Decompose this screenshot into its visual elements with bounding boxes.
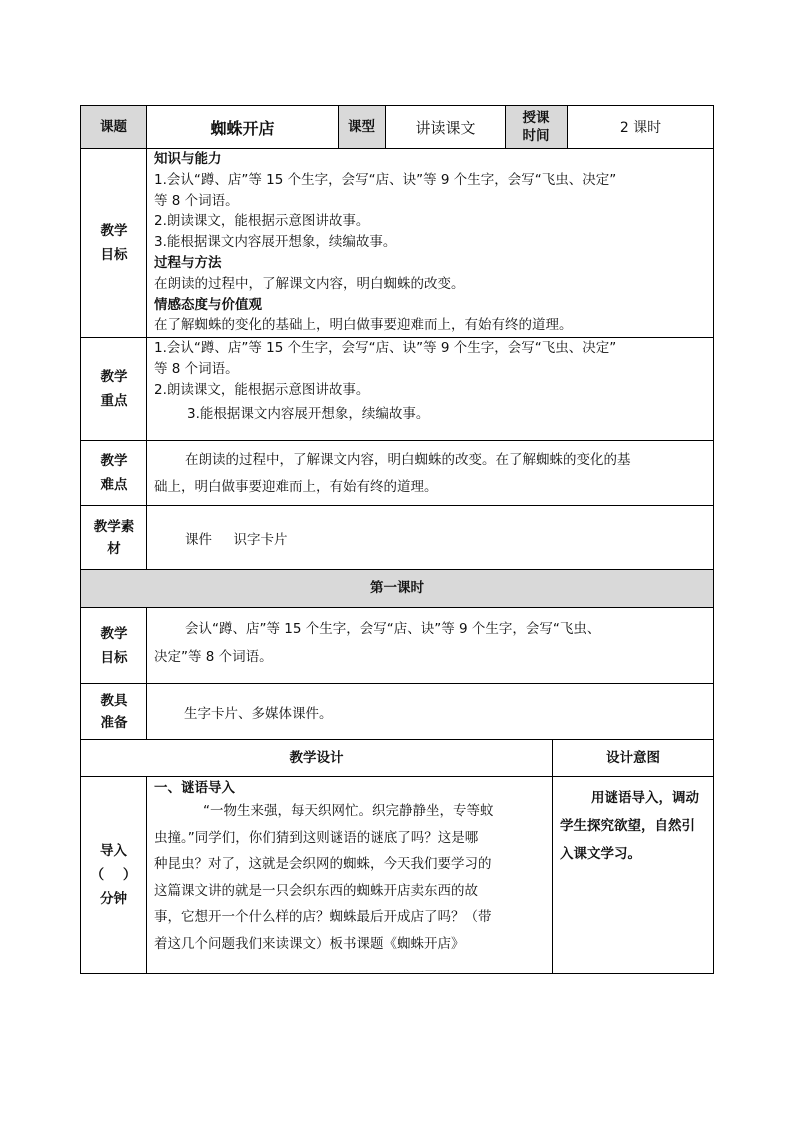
label-hours: 授课时间 [522,110,550,144]
goals-line: 在朗读的过程中，了解课文内容，明白蜘蛛的改变。 [154,275,465,292]
intro-line: 虫撞。”同学们，你们猜到这则谜语的谜底了吗？这是哪 [154,829,479,846]
intent-column-header: 设计意图 [606,749,660,766]
intent-line: 入课文学习。 [560,846,641,862]
difficulty-line: 在朗读的过程中，了解课文内容，明白蜘蛛的改变。在了解蜘蛛的变化的基 [185,452,631,468]
goals-heading-process: 过程与方法 [154,254,222,271]
intro-label-2: （ ） [90,867,137,883]
intro-label-3: 分钟 [100,891,127,907]
label-topic: 课题 [100,118,127,135]
label-intro [81,777,146,973]
goals-line: 在了解蜘蛛的变化的基础上，明白做事要迎难而上，有始有终的道理。 [154,317,573,334]
intro-line: 事，它想开一个什么样的店？蜘蛛最后开成店了吗？（带 [154,909,492,925]
design-column-header: 教学设计 [289,749,344,766]
goals-line: 1.会认“蹲、店”等 15 个生字，会写“店、诀”等 9 个生字，会写“飞虫、决定” [154,171,617,188]
goals-line: 等 8 个词语。 [154,192,239,209]
focus-line: 2.朗读课文，能根据示意图讲故事。 [154,381,370,398]
difficulty-line: 础上，明白做事要迎难而上，有始有终的道理。 [154,479,438,495]
intro-line: “一物生来强，每天织网忙。织完静静坐，专等蚊 [203,803,494,819]
label-prep: 教具准备 [100,692,128,731]
intent-line: 用谜语导入，调动 [591,790,699,806]
label-difficulty: 教学难点 [100,453,128,493]
goals-line: 2.朗读课文，能根据示意图讲故事。 [154,213,370,230]
label-type: 课型 [348,118,375,135]
goals-content [154,149,714,336]
intro-line: 种昆虫？对了，这就是会织网的蜘蛛，今天我们要学习的 [154,856,492,872]
goals2-line: 决定”等 8 个词语。 [154,649,273,665]
lesson-type: 讲读课文 [415,118,476,137]
intro-intent [560,784,713,868]
label-materials: 教学素材 [93,518,135,557]
prep-content: 生字卡片、多媒体课件。 [184,706,333,722]
intro-line: 这篇课文讲的就是一只会织东西的蜘蛛开店卖东西的故 [154,882,478,899]
label-goals: 教学目标 [100,223,128,263]
goals-line: 3.能根据课文内容展开想象，续编故事。 [154,234,397,251]
label-focus: 教学重点 [100,369,128,409]
lesson-topic: 蜘蛛开店 [210,118,275,138]
intro-label-1: 导入 [100,843,127,859]
label-goals-2: 教学目标 [100,625,128,666]
focus-line: 3.能根据课文内容展开想象，续编故事。 [187,406,430,423]
goals2-content [154,615,714,671]
goals-heading-attitude: 情感态度与价值观 [154,296,262,313]
goals-heading-knowledge: 知识与能力 [154,151,222,167]
intro-heading: 一、谜语导入 [154,780,235,796]
focus-line: 1.会认“蹲、店”等 15 个生字，会写“店、诀”等 9 个生字，会写“飞虫、决定” [154,340,617,356]
intro-content [154,778,552,957]
section-title: 第一课时 [370,580,424,597]
intent-line: 学生探究欲望，自然引 [560,818,695,834]
focus-content [154,338,714,425]
lesson-hours: 2 课时 [619,120,662,136]
goals2-line: 会认“蹲、店”等 15 个生字，会写“店、诀”等 9 个生字，会写“飞虫、 [185,621,601,637]
intro-line: 着这几个问题我们来读课文）板书课题《蜘蛛开店》 [154,935,465,952]
materials-content: 课件 识字卡片 [185,532,288,548]
focus-line: 等 8 个词语。 [154,360,239,377]
difficulty-content [154,447,714,501]
